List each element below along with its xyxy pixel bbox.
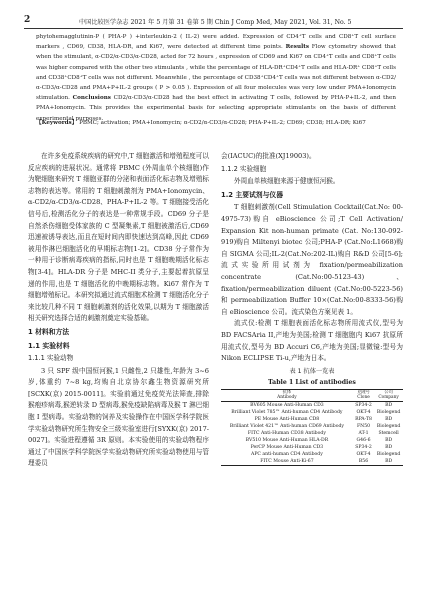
header-clone: [353, 389, 374, 401]
animals-paragraph: 3 只 SPF 级中国恒河猴,1 只雌性,2 只雄性,年龄为 3~6 岁,体重约 7~8 kg,均购自北京协尔鑫生物资源研究所[SCXK(京) 2015-0011]。实验前通过免疫荧光法筛查,排除猴疱疹病毒,猴逆转录 D 型病毒,猴免疫缺陷病毒及猴 T 淋巴细胞 I 型病毒。实验动物的饲养及实验操作在中国医学科学院医学实验动物研究所生物安全三级实验室进行[SYXK(京) 2017-0027]。实验进程遵循 3R 原则。本实验使用的实验动物程序通过了中国医学科学院医学实验动物研究所实验动物使用与管理委员: [28, 366, 209, 468]
cell-antibody: Brilliant Violet 785™ Anti-human CD4 Antibody: [231, 409, 343, 415]
running-header: [24, 12, 403, 29]
subsection-heading-reagents: 1.2 主要试剂与仪器: [221, 190, 283, 199]
table-row: [221, 409, 403, 416]
cell-company: Biolegend: [376, 451, 401, 457]
cell-company: BD: [385, 437, 393, 443]
header-clone-en: Clone: [357, 395, 370, 401]
table-header-row: [221, 389, 403, 401]
cell-clone: B56: [353, 458, 374, 466]
cell-antibody: APC anti-human CD4 Antibody: [251, 451, 323, 457]
keywords-text: PBMC; activation; PMA+Ionomycin; α-CD2/α-CD3/α-CD28; PHA-P+IL-2; CD69; CD38; HLA-DR; Ki67: [79, 120, 366, 126]
table-row: [221, 458, 403, 466]
results-label: Results: [285, 44, 309, 51]
journal-info: 中国比较医学杂志 2021 年 5 月第 31 卷第 5 期 Chin J Comp Med, May 2021, Vol. 31, No. 5: [79, 19, 352, 26]
header-clone-cn: 克隆号: [357, 390, 370, 396]
abstract-methods-tail: phytohemagglutinin-P ( PHA-P ) +interleukin-2 ( IL-2) were added. Expression of CD4⁺T cells and CD8⁺T cell surface markers , CD69, CD38, HLA-DR, and Ki67, were detected at different time points.: [36, 34, 396, 51]
table-row: [221, 423, 403, 430]
table-row: [221, 416, 403, 423]
reagents-paragraph: T 细胞刺激剂(Cell Stimulation Cocktail(Cat.No: 00-4975-73)购自 eBioscience 公司;T Cell Activation/ Expansion Kit non-human primate (Cat. No:130-092-919)购自 Miltenyi biotec 公司;PHA-P (Cat.No:L1668)购自 SIGMA 公司;IL-2(Cat.No:202-IL)购自 R&D 公司[5-6];流式实验所用试剂为 fixation/permeabilization concentrate (Cat.No:00-5123-43)、fixation/permeabilization diluent (Cat.No:00-5223-56)和 permeabilization Buffer 10×(Cat.No:00-8333-56)购自 eBioscience 公司。流式染色方案见表 1。: [221, 203, 403, 316]
cell-clone: OKT-4: [356, 451, 371, 457]
committee-line: 会(IACUC)的批准(XJ19003)。: [221, 152, 316, 160]
table-row: [221, 430, 403, 437]
cell-antibody: PE Mouse Anti-Human CD8: [254, 416, 320, 422]
cell-antibody: FITC Anti-Human CD38 Antibody: [247, 430, 326, 436]
cell-clone: SP34-2: [355, 402, 372, 408]
right-column: [221, 151, 403, 466]
cell-clone: RPA-T8: [355, 416, 372, 422]
header-company-en: Company: [378, 395, 399, 401]
left-column: [28, 151, 209, 470]
antibody-table: [221, 389, 403, 466]
subsection-heading-materials: 1.1 实验材料: [28, 341, 70, 350]
table-row: [221, 401, 403, 409]
cell-company: Stemcell: [378, 430, 399, 436]
table-row: [221, 451, 403, 458]
cell-clone: AT-1: [358, 430, 369, 436]
cell-company: Biolegend: [376, 423, 401, 429]
cells-paragraph: 外周血单核细胞来源于健康恒河猴。: [234, 177, 340, 186]
cell-antibody: FITC Mouse Anti-Ki-67: [221, 458, 353, 466]
cell-clone: FN50: [356, 423, 371, 429]
cell-company: BD: [385, 402, 393, 408]
header-antibody: [221, 389, 353, 401]
page-number: 2: [24, 15, 31, 25]
cell-clone: G46-6: [356, 437, 371, 443]
conclusions-label: Conclusions: [72, 95, 111, 102]
table-row: [221, 437, 403, 444]
table-row: [221, 444, 403, 451]
instruments-paragraph: 流式仪:检测 T 细胞表面活化标志物所用流式仪,型号为 BD FACSAria II,产地为美国;检测 T 细胞胞内 Ki67 抗原所用流式仪,型号为 BD Accuri C6,产地为美国;显微镜:型号为 Nikon ECLIPSE Ti-u,产地为日本。: [221, 319, 403, 363]
abstract-conclusions: CD2/α-CD3/α-CD28 had the best effect in activating T cells, followed by PHA-P+IL-2, and then PMA+Ionomycin. This provides the experimental basis for selecting appropriate stimulants on the basis of different experimental purposes.: [36, 95, 396, 122]
header-antibody-cn: 抗体: [282, 390, 292, 396]
header-company-cn: 公司: [384, 390, 393, 396]
cell-antibody: PerCP Mouse Anti-Human CD3: [250, 444, 324, 450]
subsubsection-heading-animals: 1.1.1 实验动物: [28, 354, 74, 363]
abstract-continuation: [36, 32, 396, 124]
table-caption-cn: 表 1 抗体一览表: [289, 367, 335, 375]
cell-antibody: BV605 Mouse Anti-Human CD3: [250, 402, 324, 408]
header-company: [374, 389, 403, 401]
keywords-label: 【Keywords】: [36, 120, 78, 126]
cell-company: Biolegend: [376, 409, 401, 415]
section-heading-methods: 1 材料和方法: [28, 327, 70, 336]
cell-antibody: Brilliant Violet 421™ Anti-human CD69 Antibody: [229, 423, 344, 429]
cell-company: BD: [385, 444, 393, 450]
cell-company: BD: [374, 458, 403, 466]
subsubsection-heading-cells: 1.1.2 实验细胞: [221, 164, 267, 173]
intro-paragraph: 在许多免疫系统疾病的研究中,T 细胞激活和增殖程度可以反应疾病的进展状况。通常将 PBMC (外周血单个核细胞)作为靶细胞来研究 T 细胞亚群的分泌和表面活化标志物及增殖标志物的表达等。常用的 T 细胞刺激剂为 PMA+Ionomycin、α-CD2/α-CD3/α-CD28、PHA-P+IL-2 等。T 细胞接受活化信号后,检测活化分子的表达是一种常规手段。CD69 分子是自然杀伤细胞受体家族的 C 型凝集素,T 细胞被激活后,CD69 迅速被诱导表达,而且在短时间内即快速达到高峰,因此 CD69 被用作淋巴细胞活化的早期标志物[1-2]。CD38 分子常作为一种用于诊断病毒疾病的指标,同时也是 T 细胞晚期活化标志物[3-4]。HLA-DR 分子是 MHC-II 类分子,主要起着抗原呈递的作用,也是 T 细胞活化的中晚期标志物。Ki67 常作为 T 细胞增殖标记。本研究拟通过流式细胞术检测 T 细胞活化分子来比较几种不同 T 细胞刺激剂的活化效果,以期为 T 细胞激活相关研究选择合适的刺激剂奠定实验基础。: [28, 152, 209, 323]
abstract-results: Flow cytometry showed that when the stimulant, α-CD2/α-CD3/α-CD28, acted for 72 hours , expression of CD69 and Ki67 on CD4⁺T cells and CD8⁺T cells was higher compared with the other two stimulants , while the percentage of HLA-DR⁺CD4⁺T cells and HLA-DR⁺ CD8⁺T cells and CD38⁺CD8⁺T cells was not different. Meanwhile , the percentage of CD38⁺CD4⁺T cells was not different between α-CD2/α-CD3/α-CD28 and PMA+P+IL-2 groups ( P > 0.05 ). Expression of all four molecules was very low under PMA+Ionomycin stimulation.: [36, 44, 396, 102]
cell-clone: OKT-4: [356, 409, 371, 415]
keywords: [36, 118, 396, 128]
cell-antibody: BV510 Mouse Anti-Human HLA-DR: [245, 437, 329, 443]
header-antibody-en: Antibody: [277, 395, 297, 401]
cell-company: BD: [385, 416, 393, 422]
cell-clone: SP34-2: [355, 444, 372, 450]
table-caption-en: Table 1 List of antibodies: [268, 378, 356, 386]
